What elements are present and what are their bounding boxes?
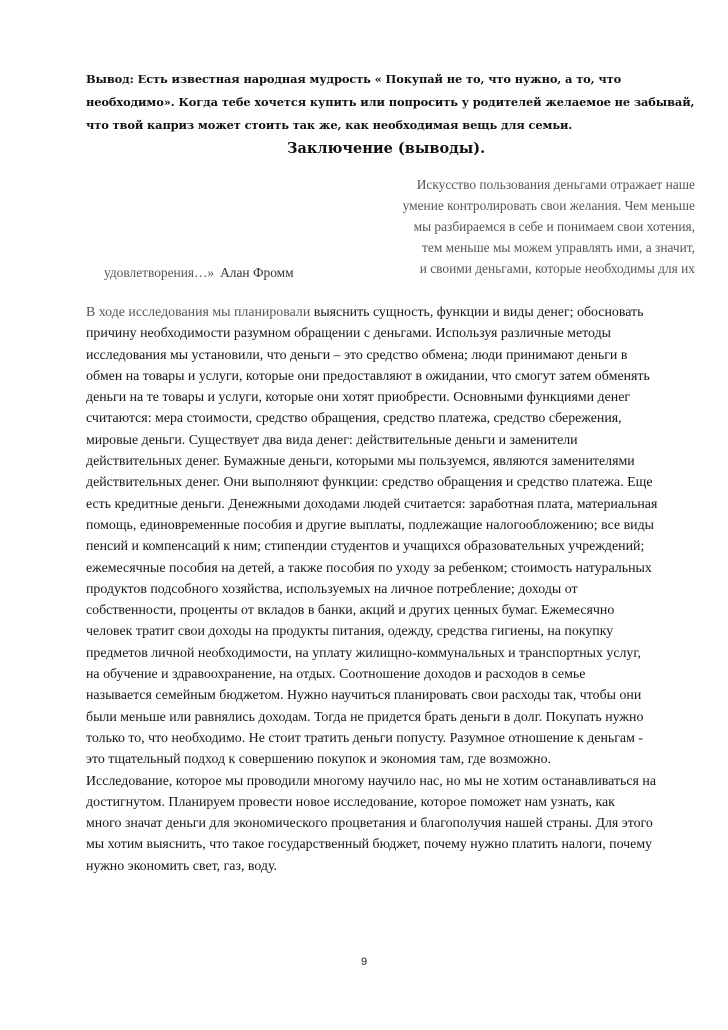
body-line — [86, 302, 698, 323]
body-line: считаются: мера стоимости, средство обращения, средство платежа, средство сбережения, — [86, 411, 622, 427]
body-line: только то, что необходимо. Не стоит тратить деньги попусту. Разумное отношение к деньгам - — [86, 730, 643, 746]
conclusion-line: что твой каприз может стоить так же, как необходимая вещь для семьи. — [86, 118, 573, 132]
conclusion-line: Вывод: Есть известная народная мудрость « Покупай не то, что нужно, а то, что — [86, 72, 622, 86]
body-line: на обучение и здравоохранение, на отдых. Соотношение доходов и расходов в семье — [86, 667, 586, 683]
body-line: человек тратит свои доходы на продукты питания, одежду, средства гигиены, на покупку — [86, 624, 614, 640]
body-line: есть кредитные деньги. Денежными доходами людей считается: заработная плата, материальная — [86, 496, 658, 512]
body-line: были меньше или равнялись доходам. Тогда не придется брать деньги в долг. Покупать нужно — [86, 709, 644, 725]
body-line-rest: выяснить сущность, функции и виды денег; обосновать — [310, 305, 644, 320]
body-line: собственности, проценты от вкладов в банки, акций и других ценных бумаг. Ежемесячно — [86, 603, 615, 619]
body-line: деньги на те товары и услуги, которые они хотят приобрести. Основными функциями денег — [86, 390, 631, 406]
epigraph-quote — [355, 174, 695, 279]
body-line-lead: В ходе исследования мы планировали — [86, 305, 311, 320]
epigraph-line: мы разбираемся в себе и понимаем свои хотения, — [413, 219, 695, 234]
epigraph-author: Алан Фромм — [220, 265, 294, 280]
epigraph-line: умение контролировать свои желания. Чем меньше — [402, 198, 695, 213]
body-line: называется семейным бюджетом. Нужно научиться планировать свои расходы так, чтобы они — [86, 688, 642, 704]
body-line: мы хотим выяснить, что такое государственный бюджет, почему нужно платить налоги, почему — [86, 837, 653, 853]
body-line: Исследование, которое мы проводили многому научило нас, но мы не хотим останавливаться на — [86, 773, 657, 789]
body-line: помощь, единовременные пособия и другие выплаты, подлежащие налогообложению; все виды — [86, 517, 654, 533]
body-line: действительных денег. Бумажные деньги, которыми мы пользуемся, являются заменителями — [86, 454, 635, 470]
epigraph-tail — [104, 262, 294, 283]
body-line: причину необходимости разумном обращении с деньгами. Используя различные методы — [86, 326, 611, 342]
body-line: предметов личной необходимости, на уплату жилищно-коммунальных и транспортных услуг, — [86, 645, 641, 661]
epigraph-line: Искусство пользования деньгами отражает наше — [416, 177, 695, 192]
body-line: обмен на товары и услуги, которые они предоставляют в ожидании, что смогут затем обменять — [86, 368, 650, 384]
body-line: действительных денег. Они выполняют функции: средство обращения и средство платежа. Еще — [86, 475, 653, 491]
body-line: ежемесячные пособия на детей, а также пособия по уходу за ребенком; стоимость натуральных — [86, 560, 652, 576]
epigraph-line: тем меньше мы можем управлять ими, а значит, — [422, 240, 695, 255]
body-line: это тщательный подход к совершению покупок и экономия там, где возможно. — [86, 752, 551, 768]
body-line: достигнутом. Планируем провести новое исследование, которое поможет нам узнать, как — [86, 794, 615, 810]
body-line: пенсий и компенсаций к ним; стипендии студентов и учащихся образовательных учреждений; — [86, 539, 645, 555]
body-paragraph — [86, 302, 698, 877]
page-number: 9 — [360, 956, 368, 968]
conclusion-line: необходимо». Когда тебе хочется купить или попросить у родителей желаемое не забывай, — [86, 95, 695, 109]
epigraph-line: и своими деньгами, которые необходимы для их — [419, 261, 695, 276]
epigraph-quote-end: удовлетворения…» — [104, 265, 215, 280]
body-line: исследования мы установили, что деньги – это средство обмена; люди принимают деньги в — [86, 347, 628, 363]
body-line: много значат деньги для экономического процветания и благополучия нашей страны. Для этого — [86, 816, 653, 832]
body-line: мировые деньги. Существует два вида денег: действительные деньги и заменители — [86, 432, 578, 448]
conclusion-paragraph — [86, 68, 698, 137]
body-line: продуктов подсобного хозяйства, используемых на личное потребление; доходы от — [86, 581, 578, 597]
section-title: Заключение (выводы). — [287, 140, 486, 157]
body-line: нужно экономить свет, газ, воду. — [86, 858, 277, 874]
